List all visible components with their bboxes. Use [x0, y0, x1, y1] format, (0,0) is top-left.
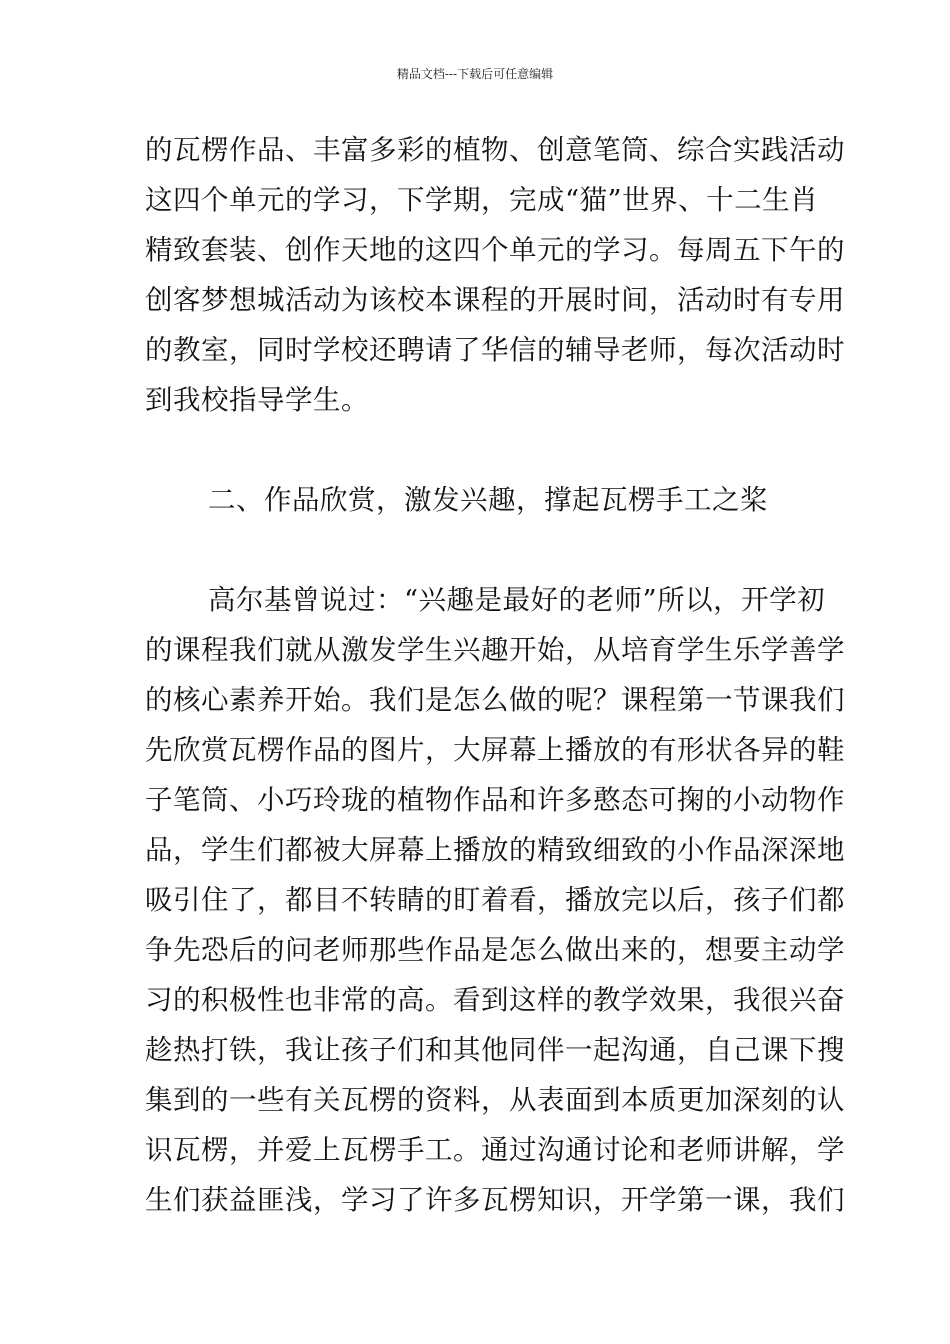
body-line: 识瓦楞，并爱上瓦楞手工。通过沟通讨论和老师讲解，学 [145, 1134, 845, 1166]
body-line: 趁热打铁，我让孩子们和其他同伴一起沟通，自己课下搜 [145, 1034, 845, 1066]
body-line: 创客梦想城活动为该校本课程的开展时间，活动时有专用 [145, 284, 845, 316]
body-line: 生们获益匪浅，学习了许多瓦楞知识，开学第一课，我们 [145, 1184, 845, 1216]
body-line: 品，学生们都被大屏幕上播放的精致细致的小作品深深地 [145, 834, 845, 866]
body-line: 集到的一些有关瓦楞的资料，从表面到本质更加深刻的认 [145, 1084, 845, 1116]
body-line: 的课程我们就从激发学生兴趣开始，从培育学生乐学善学 [145, 634, 845, 666]
page-header: 精品文档---下载后可任意编辑 [396, 67, 554, 81]
body-line: 子笔筒、小巧玲珑的植物作品和许多憨态可掬的小动物作 [145, 784, 845, 816]
body-line: 精致套装、创作天地的这四个单元的学习。每周五下午的 [145, 234, 845, 266]
body-line: 争先恐后的问老师那些作品是怎么做出来的，想要主动学 [145, 934, 845, 966]
body-line: 的教室，同时学校还聘请了华信的辅导老师，每次活动时 [145, 334, 845, 366]
body-line: 先欣赏瓦楞作品的图片，大屏幕上播放的有形状各异的鞋 [145, 734, 845, 766]
body-line: 的瓦楞作品、丰富多彩的植物、创意笔筒、综合实践活动 [145, 134, 845, 166]
body-line: 这四个单元的学习，下学期，完成“猫”世界、十二生肖 [145, 184, 819, 216]
body-line: 到我校指导学生。 [145, 384, 369, 416]
paragraph-first-line: 高尔基曾说过：“兴趣是最好的老师”所以，开学初 [208, 584, 826, 616]
body-line: 的核心素养开始。我们是怎么做的呢？课程第一节课我们 [145, 684, 845, 716]
body-line: 吸引住了，都目不转睛的盯着看，播放完以后，孩子们都 [145, 884, 845, 916]
body-line: 习的积极性也非常的高。看到这样的教学效果，我很兴奋 [145, 984, 845, 1016]
section-heading: 二、作品欣赏，激发兴趣，撑起瓦楞手工之桨 [208, 484, 768, 516]
